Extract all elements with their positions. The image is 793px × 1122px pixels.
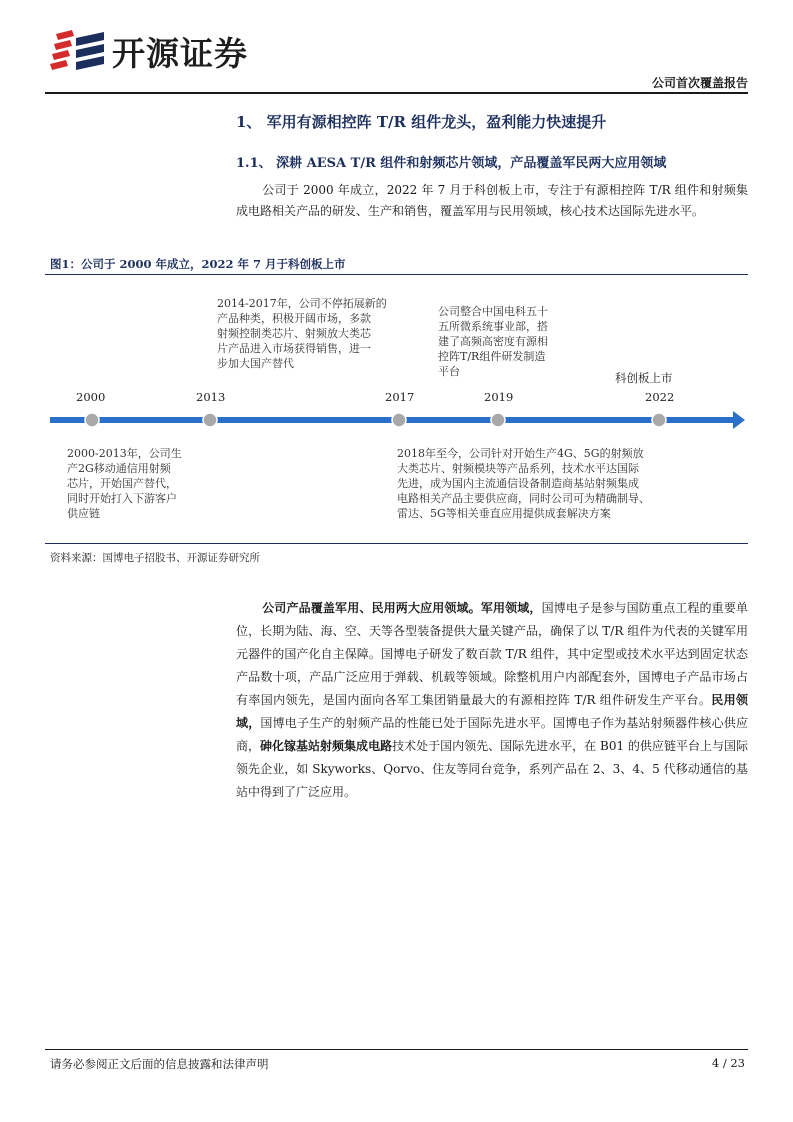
timeline-dot-2019 [491,413,505,427]
brand-logo-icon [50,28,106,72]
timeline-arrow-head [733,411,745,429]
figure-source: 资料来源：国博电子招股书、开源证券研究所 [50,552,260,564]
timeline-note-2018-now [397,446,717,521]
bold-gaas: 砷化镓基站射频集成电路 [260,739,393,753]
note-line: 建了高频高密度有源相 [438,335,548,348]
civil-text: 国博电子生产的射频产品的性能已处于国际先进水平。国博电子作为基站射频器件核心供应商， [236,716,748,753]
timeline-year-2000: 2000 [76,390,106,404]
timeline-year-2017: 2017 [385,390,415,404]
company-timeline [45,280,748,540]
page-number: 4 / 23 [711,1056,745,1070]
note-line: 2014-2017年，公司不停拓展新的 [217,297,387,310]
timeline-year-2013: 2013 [196,390,226,404]
figure-top-rule [45,274,748,275]
figure-title: 图1：公司于 2000 年成立，2022 年 7 月于科创板上市 [50,257,346,271]
timeline-note-2000-2013 [67,446,217,521]
timeline-note-2014-2017 [217,296,417,371]
note-line: 射频控制类芯片、射频放大类芯 [217,327,371,340]
timeline-dot-2013 [203,413,217,427]
timeline-dot-2000 [85,413,99,427]
note-line: 2018年至今，公司针对开始生产4G、5G的射频放 [397,447,644,460]
timeline-dot-2017 [392,413,406,427]
note-line: 供应链 [67,507,100,520]
note-line: 片产品进入市场获得销售，进一 [217,342,371,355]
bold-civil: 民用领域， [236,693,748,730]
note-line: 控阵T/R组件研发制造 [438,350,546,363]
note-line: 公司整合中国电科五十 [438,305,548,318]
note-line: 芯片，开始国产替代， [67,477,177,490]
timeline-year-2022: 2022 [645,390,675,404]
report-type: 公司首次覆盖报告 [651,76,748,90]
header-divider [45,92,748,94]
brand-name: 开源证券 [112,34,248,73]
figure-bottom-rule [45,543,748,544]
note-line: 电路相关产品主要供应商，同时公司可为精确制导、 [397,492,650,505]
note-line: 大类芯片、射频模块等产品系列，技术水平达国际 [397,462,639,475]
note-line: 雷达、5G等相关垂直应用提供成套解决方案 [397,507,611,520]
note-line: 产品种类，积极开阔市场，多款 [217,312,371,325]
note-line: 先进，成为国内主流通信设备制造商基站射频集成 [397,477,639,490]
intro-paragraph-text: 公司于 2000 年成立，2022 年 7 月于科创板上市，专注于有源相控阵 T/R 组件和射频集成电路相关产品的研发、生产和销售，覆盖军用与民用领域，核心技术达国际先进水平。 [236,183,748,218]
note-line: 产2G移动通信用射频 [67,462,171,475]
timeline-dot-2022 [652,413,666,427]
note-line: 平台 [438,365,460,378]
timeline-note-2017 [438,304,583,379]
note-line: 五所微系统事业部，搭 [438,320,548,333]
business-paragraph [236,597,748,804]
gaas-text: 技术处于国内领先、国际先进水平，在 B01 的供应链平台上与国际领先企业，如 Skyworks、Qorvo、住友等同台竞争，系列产品在 2、3、4、5 代移动通信的基站中得到了广泛应用。 [236,739,748,799]
section-1-heading: 1、 军用有源相控阵 T/R 组件龙头，盈利能力快速提升 [236,113,607,131]
bold-lead: 公司产品覆盖军用、民用两大应用领域。军用领域， [262,601,542,615]
footer-divider [45,1049,748,1050]
note-line: 步加大国产替代 [217,357,294,370]
note-line: 同时开始打入下游客户 [67,492,177,505]
note-line: 2000-2013年，公司生 [67,447,182,460]
timeline-note-2022: 科创板上市 [615,371,673,385]
footer-disclaimer: 请务必参阅正文后面的信息披露和法律声明 [50,1057,269,1071]
military-text: 国博电子是参与国防重点工程的重要单位，长期为陆、海、空、天等各型装备提供大量关键产品，确保了以 T/R 组件为代表的关键军用元器件的国产化自主保障。国博电子研发了数百款 T/R 组件，其中定型或技术水平达到固定状态产品数十项，产品广泛应用于弹载、机载等领域。除整机用户内部配套外，国博电子产品市场占有率国内领先，是国内面向各军工集团销量最大的有源相控阵 T/R 组件研发生产平台。 [236,601,748,707]
intro-paragraph [236,180,748,222]
timeline-year-2019: 2019 [484,390,514,404]
section-1-1-heading: 1.1、 深耕 AESA T/R 组件和射频芯片领域，产品覆盖军民两大应用领域 [236,156,667,171]
